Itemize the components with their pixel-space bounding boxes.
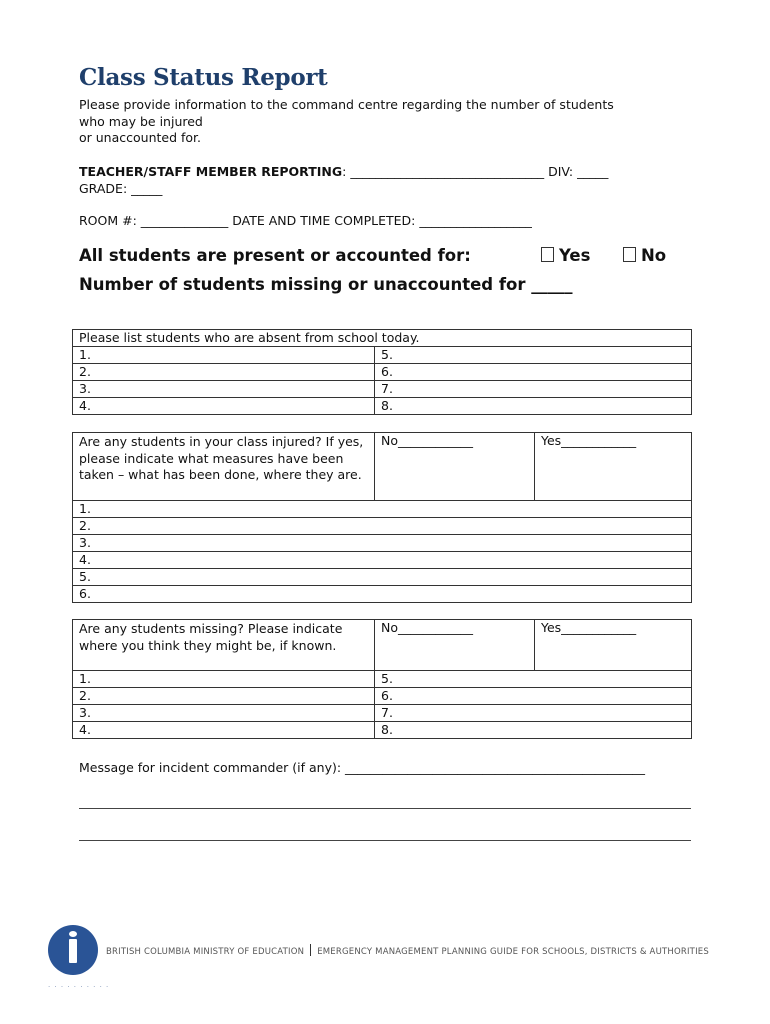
present-yes-label: Yes — [559, 246, 591, 265]
intro-line-1: Please provide information to the command centre regarding the number of students — [79, 97, 614, 112]
table-row[interactable]: 6. — [375, 364, 692, 381]
table-row[interactable]: 3. — [73, 535, 692, 552]
checkbox-icon[interactable] — [541, 247, 554, 262]
teacher-div-blanks: : _______________________________ DIV: _____ — [342, 164, 609, 179]
checkbox-icon[interactable] — [623, 247, 636, 262]
present-no-option[interactable] — [623, 246, 666, 265]
table-row[interactable]: 7. — [375, 381, 692, 398]
table-row[interactable]: 1. — [73, 347, 375, 364]
injured-no-field[interactable]: No____________ — [375, 433, 535, 501]
missing-students-table — [72, 619, 692, 739]
absent-table-header: Please list students who are absent from school today. — [73, 330, 692, 347]
present-no-label: No — [641, 246, 667, 265]
page-title: Class Status Report — [79, 64, 328, 91]
incident-message-field[interactable]: Message for incident commander (if any): ________________________________________________ — [79, 760, 646, 775]
table-row[interactable]: 2. — [73, 518, 692, 535]
table-row[interactable]: 1. — [73, 671, 375, 688]
ministry-logo-icon — [48, 925, 98, 975]
table-row[interactable]: 3. — [73, 705, 375, 722]
absent-students-table — [72, 329, 692, 415]
table-row[interactable]: 4. — [73, 552, 692, 569]
teacher-field[interactable] — [79, 164, 608, 179]
room-date-field[interactable]: ROOM #: ______________ DATE AND TIME COMPLETED: __________________ — [79, 213, 532, 228]
footer-divider — [310, 944, 311, 956]
grade-field[interactable]: GRADE: _____ — [79, 181, 163, 196]
table-row[interactable]: 8. — [375, 722, 692, 739]
missing-no-field[interactable]: No____________ — [375, 620, 535, 671]
table-row[interactable]: 2. — [73, 364, 375, 381]
table-row[interactable]: 5. — [375, 347, 692, 364]
missing-yes-field[interactable]: Yes____________ — [535, 620, 692, 671]
footer-text — [106, 944, 709, 957]
footer-org: BRITISH COLUMBIA MINISTRY OF EDUCATION — [106, 947, 305, 957]
table-row[interactable]: 5. — [73, 569, 692, 586]
message-line[interactable] — [79, 840, 691, 841]
intro-text — [79, 97, 699, 147]
intro-line-2: who may be injured — [79, 113, 203, 129]
injured-yes-field[interactable]: Yes____________ — [535, 433, 692, 501]
present-question: All students are present or accounted for: — [79, 246, 471, 265]
table-row[interactable]: 1. — [73, 501, 692, 518]
table-row[interactable]: 5. — [375, 671, 692, 688]
missing-count-field[interactable]: Number of students missing or unaccounted for _____ — [79, 275, 573, 294]
table-row[interactable]: 3. — [73, 381, 375, 398]
footer-dots: . . . . . . . . . . — [48, 981, 110, 989]
teacher-label: TEACHER/STAFF MEMBER REPORTING — [79, 164, 343, 179]
injured-question: Are any students in your class injured? If yes, please indicate what measures have been taken – what has been done, where they are. — [73, 433, 375, 501]
table-row[interactable]: 4. — [73, 398, 375, 415]
footer-doc-title: EMERGENCY MANAGEMENT PLANNING GUIDE FOR SCHOOLS, DISTRICTS & AUTHORITIES — [317, 947, 709, 957]
table-row[interactable]: 8. — [375, 398, 692, 415]
table-row[interactable]: 7. — [375, 705, 692, 722]
table-row[interactable]: 6. — [375, 688, 692, 705]
table-row[interactable]: 2. — [73, 688, 375, 705]
missing-question: Are any students missing? Please indicate where you think they might be, if known. — [73, 620, 375, 671]
message-line[interactable] — [79, 808, 691, 809]
intro-line-3: or unaccounted for. — [79, 130, 202, 145]
table-row[interactable]: 4. — [73, 722, 375, 739]
present-yes-option[interactable] — [541, 246, 590, 265]
table-row[interactable]: 6. — [73, 586, 692, 603]
injured-students-table — [72, 432, 692, 603]
